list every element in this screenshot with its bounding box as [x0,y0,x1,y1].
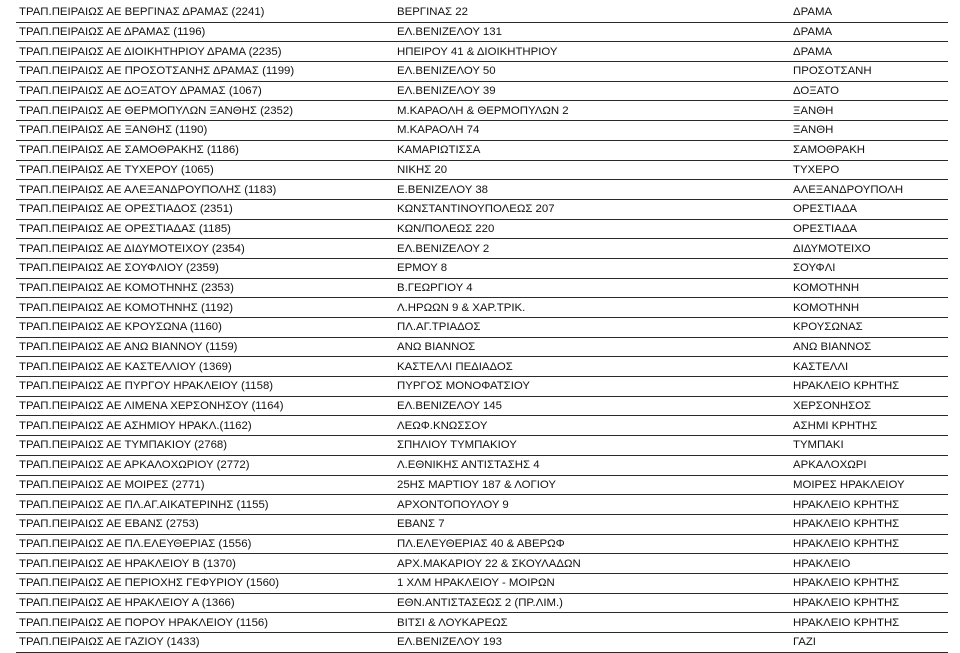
branch-table [16,3,948,653]
address-cell: ΠΥΡΓΟΣ ΜΟΝΟΦΑΤΣΙΟΥ [394,377,790,397]
city-cell: ΑΡΚΑΛΟΧΩΡΙ [790,455,948,475]
city-cell: ΗΡΑΚΛΕΙΟ ΚΡΗΤΗΣ [790,573,948,593]
address-cell: 25ΗΣ ΜΑΡΤΙΟΥ 187 & ΛΟΓΙΟΥ [394,475,790,495]
city-cell: ΞΑΝΘΗ [790,121,948,141]
table-row [16,219,948,239]
address-cell: ΕΡΜΟΥ 8 [394,258,790,278]
address-cell: ΚΑΣΤΕΛΛΙ ΠΕΔΙΑΔΟΣ [394,357,790,377]
table-row [16,239,948,259]
table-row [16,140,948,160]
branch-name-cell: ΤΡΑΠ.ΠΕΙΡΑΙΩΣ ΑΕ ΗΡΑΚΛΕΙΟΥ Β (1370) [16,554,394,574]
table-row [16,258,948,278]
city-cell: ΗΡΑΚΛΕΙΟ ΚΡΗΤΗΣ [790,377,948,397]
branch-table-body [16,3,948,652]
branch-name-cell: ΤΡΑΠ.ΠΕΙΡΑΙΩΣ ΑΕ ΤΥΧΕΡΟΥ (1065) [16,160,394,180]
table-row [16,81,948,101]
branch-name-cell: ΤΡΑΠ.ΠΕΙΡΑΙΩΣ ΑΕ ΑΣΗΜΙΟΥ ΗΡΑΚΛ.(1162) [16,416,394,436]
address-cell: ΕΘΝ.ΑΝΤΙΣΤΑΣΕΩΣ 2 (ΠΡ.ΛΙΜ.) [394,593,790,613]
address-cell: ΠΛ.ΑΓ.ΤΡΙΑΔΟΣ [394,318,790,338]
branch-name-cell: ΤΡΑΠ.ΠΕΙΡΑΙΩΣ ΑΕ ΠΛ.ΕΛΕΥΘΕΡΙΑΣ (1556) [16,534,394,554]
branch-name-cell: ΤΡΑΠ.ΠΕΙΡΑΙΩΣ ΑΕ ΤΥΜΠΑΚΙΟΥ (2768) [16,436,394,456]
city-cell: ΚΟΜΟΤΗΝΗ [790,278,948,298]
address-cell: ΛΕΩΦ.ΚΝΩΣΣΟΥ [394,416,790,436]
table-row [16,180,948,200]
table-row [16,357,948,377]
city-cell: ΤΥΧΕΡΟ [790,160,948,180]
address-cell: Ε.ΒΕΝΙΖΕΛΟΥ 38 [394,180,790,200]
branch-name-cell: ΤΡΑΠ.ΠΕΙΡΑΙΩΣ ΑΕ ΠΡΟΣΟΤΣΑΝΗΣ ΔΡΑΜΑΣ (1199) [16,62,394,82]
branch-name-cell: ΤΡΑΠ.ΠΕΙΡΑΙΩΣ ΑΕ ΠΛ.ΑΓ.ΑΙΚΑΤΕΡΙΝΗΣ (1155) [16,495,394,515]
address-cell: ΒΕΡΓΙΝΑΣ 22 [394,3,790,22]
table-row [16,3,948,22]
branch-name-cell: ΤΡΑΠ.ΠΕΙΡΑΙΩΣ ΑΕ ΓΑΖΙΟΥ (1433) [16,633,394,653]
table-row [16,199,948,219]
branch-name-cell: ΤΡΑΠ.ΠΕΙΡΑΙΩΣ ΑΕ ΣΑΜΟΘΡΑΚΗΣ (1186) [16,140,394,160]
address-cell: ΒΙΤΣΙ & ΛΟΥΚΑΡΕΩΣ [394,613,790,633]
address-cell: 1 ΧΛΜ ΗΡΑΚΛΕΙΟΥ - ΜΟΙΡΩΝ [394,573,790,593]
table-row [16,160,948,180]
address-cell: ΕΛ.ΒΕΝΙΖΕΛΟΥ 39 [394,81,790,101]
branch-name-cell: ΤΡΑΠ.ΠΕΙΡΑΙΩΣ ΑΕ ΚΑΣΤΕΛΛΙΟΥ (1369) [16,357,394,377]
address-cell: ΕΛ.ΒΕΝΙΖΕΛΟΥ 131 [394,22,790,42]
address-cell: ΚΑΜΑΡΙΩΤΙΣΣΑ [394,140,790,160]
address-cell: Β.ΓΕΩΡΓΙΟΥ 4 [394,278,790,298]
table-row [16,514,948,534]
city-cell: ΗΡΑΚΛΕΙΟ ΚΡΗΤΗΣ [790,593,948,613]
table-row [16,318,948,338]
table-row [16,573,948,593]
address-cell: ΑΝΩ ΒΙΑΝΝΟΣ [394,337,790,357]
table-row [16,613,948,633]
address-cell: ΑΡΧΟΝΤΟΠΟΥΛΟΥ 9 [394,495,790,515]
address-cell: ΕΛ.ΒΕΝΙΖΕΛΟΥ 2 [394,239,790,259]
address-cell: Μ.ΚΑΡΑΟΛΗ 74 [394,121,790,141]
branch-name-cell: ΤΡΑΠ.ΠΕΙΡΑΙΩΣ ΑΕ ΟΡΕΣΤΙΑΔΑΣ (1185) [16,219,394,239]
table-row [16,633,948,653]
city-cell: ΣΑΜΟΘΡΑΚΗ [790,140,948,160]
city-cell: ΑΛΕΞΑΝΔΡΟΥΠΟΛΗ [790,180,948,200]
city-cell: ΣΟΥΦΛΙ [790,258,948,278]
table-row [16,554,948,574]
table-row [16,455,948,475]
branch-name-cell: ΤΡΑΠ.ΠΕΙΡΑΙΩΣ ΑΕ ΛΙΜΕΝΑ ΧΕΡΣΟΝΗΣΟΥ (1164) [16,396,394,416]
table-row [16,396,948,416]
branch-name-cell: ΤΡΑΠ.ΠΕΙΡΑΙΩΣ ΑΕ ΟΡΕΣΤΙΑΔΟΣ (2351) [16,199,394,219]
branch-name-cell: ΤΡΑΠ.ΠΕΙΡΑΙΩΣ ΑΕ ΠΕΡΙΟΧΗΣ ΓΕΦΥΡΙΟΥ (1560) [16,573,394,593]
branch-name-cell: ΤΡΑΠ.ΠΕΙΡΑΙΩΣ ΑΕ ΠΟΡΟΥ ΗΡΑΚΛΕΙΟΥ (1156) [16,613,394,633]
city-cell: ΗΡΑΚΛΕΙΟ [790,554,948,574]
city-cell: ΠΡΟΣΟΤΣΑΝΗ [790,62,948,82]
table-row [16,337,948,357]
branch-name-cell: ΤΡΑΠ.ΠΕΙΡΑΙΩΣ ΑΕ ΞΑΝΘΗΣ (1190) [16,121,394,141]
table-row [16,22,948,42]
address-cell: ΗΠΕΙΡΟΥ 41 & ΔΙΟΙΚΗΤΗΡΙΟΥ [394,42,790,62]
address-cell: Λ.ΕΘΝΙΚΗΣ ΑΝΤΙΣΤΑΣΗΣ 4 [394,455,790,475]
branch-name-cell: ΤΡΑΠ.ΠΕΙΡΑΙΩΣ ΑΕ ΔΙΟΙΚΗΤΗΡΙΟΥ ΔΡΑΜΑ (2235) [16,42,394,62]
city-cell: ΑΝΩ ΒΙΑΝΝΟΣ [790,337,948,357]
city-cell: ΧΕΡΣΟΝΗΣΟΣ [790,396,948,416]
branch-name-cell: ΤΡΑΠ.ΠΕΙΡΑΙΩΣ ΑΕ ΔΟΞΑΤΟΥ ΔΡΑΜΑΣ (1067) [16,81,394,101]
branch-name-cell: ΤΡΑΠ.ΠΕΙΡΑΙΩΣ ΑΕ ΑΛΕΞΑΝΔΡΟΥΠΟΛΗΣ (1183) [16,180,394,200]
address-cell: ΑΡΧ.ΜΑΚΑΡΙΟΥ 22 & ΣΚΟΥΛΑΔΩΝ [394,554,790,574]
city-cell: ΓΑΖΙ [790,633,948,653]
table-row [16,377,948,397]
city-cell: ΚΡΟΥΣΩΝΑΣ [790,318,948,338]
branch-name-cell: ΤΡΑΠ.ΠΕΙΡΑΙΩΣ ΑΕ ΑΝΩ ΒΙΑΝΝΟΥ (1159) [16,337,394,357]
address-cell: Λ.ΗΡΩΩΝ 9 & ΧΑΡ.ΤΡΙΚ. [394,298,790,318]
address-cell: ΠΛ.ΕΛΕΥΘΕΡΙΑΣ 40 & ΑΒΕΡΩΦ [394,534,790,554]
city-cell: ΑΣΗΜΙ ΚΡΗΤΗΣ [790,416,948,436]
branch-name-cell: ΤΡΑΠ.ΠΕΙΡΑΙΩΣ ΑΕ ΚΟΜΟΤΗΝΗΣ (2353) [16,278,394,298]
branch-name-cell: ΤΡΑΠ.ΠΕΙΡΑΙΩΣ ΑΕ ΔΡΑΜΑΣ (1196) [16,22,394,42]
address-cell: ΚΩΝΣΤΑΝΤΙΝΟΥΠΟΛΕΩΣ 207 [394,199,790,219]
branch-name-cell: ΤΡΑΠ.ΠΕΙΡΑΙΩΣ ΑΕ ΒΕΡΓΙΝΑΣ ΔΡΑΜΑΣ (2241) [16,3,394,22]
table-row [16,416,948,436]
city-cell: ΔΙΔΥΜΟΤΕΙΧΟ [790,239,948,259]
table-row [16,495,948,515]
city-cell: ΜΟΙΡΕΣ ΗΡΑΚΛΕΙΟΥ [790,475,948,495]
branch-name-cell: ΤΡΑΠ.ΠΕΙΡΑΙΩΣ ΑΕ ΚΟΜΟΤΗΝΗΣ (1192) [16,298,394,318]
city-cell: ΚΑΣΤΕΛΛΙ [790,357,948,377]
branch-name-cell: ΤΡΑΠ.ΠΕΙΡΑΙΩΣ ΑΕ ΚΡΟΥΣΩΝΑ (1160) [16,318,394,338]
table-row [16,62,948,82]
city-cell: ΞΑΝΘΗ [790,101,948,121]
table-row [16,298,948,318]
address-cell: ΕΒΑΝΣ 7 [394,514,790,534]
table-row [16,593,948,613]
address-cell: ΝΙΚΗΣ 20 [394,160,790,180]
branch-name-cell: ΤΡΑΠ.ΠΕΙΡΑΙΩΣ ΑΕ ΘΕΡΜΟΠΥΛΩΝ ΞΑΝΘΗΣ (2352) [16,101,394,121]
table-row [16,121,948,141]
city-cell: ΔΡΑΜΑ [790,3,948,22]
table-row [16,436,948,456]
branch-name-cell: ΤΡΑΠ.ΠΕΙΡΑΙΩΣ ΑΕ ΗΡΑΚΛΕΙΟΥ Α (1366) [16,593,394,613]
branch-name-cell: ΤΡΑΠ.ΠΕΙΡΑΙΩΣ ΑΕ ΠΥΡΓΟΥ ΗΡΑΚΛΕΙΟΥ (1158) [16,377,394,397]
table-row [16,475,948,495]
city-cell: ΔΟΞΑΤΟ [790,81,948,101]
city-cell: ΗΡΑΚΛΕΙΟ ΚΡΗΤΗΣ [790,514,948,534]
city-cell: ΔΡΑΜΑ [790,42,948,62]
city-cell: ΗΡΑΚΛΕΙΟ ΚΡΗΤΗΣ [790,495,948,515]
branch-name-cell: ΤΡΑΠ.ΠΕΙΡΑΙΩΣ ΑΕ ΔΙΔΥΜΟΤΕΙΧΟΥ (2354) [16,239,394,259]
city-cell: ΗΡΑΚΛΕΙΟ ΚΡΗΤΗΣ [790,613,948,633]
branch-name-cell: ΤΡΑΠ.ΠΕΙΡΑΙΩΣ ΑΕ ΜΟΙΡΕΣ (2771) [16,475,394,495]
city-cell: ΟΡΕΣΤΙΑΔΑ [790,219,948,239]
table-row [16,42,948,62]
table-row [16,278,948,298]
city-cell: ΤΥΜΠΑΚΙ [790,436,948,456]
address-cell: ΣΠΗΛΙΟΥ ΤΥΜΠΑΚΙΟΥ [394,436,790,456]
address-cell: ΕΛ.ΒΕΝΙΖΕΛΟΥ 145 [394,396,790,416]
city-cell: ΔΡΑΜΑ [790,22,948,42]
address-cell: ΚΩΝ/ΠΟΛΕΩΣ 220 [394,219,790,239]
city-cell: ΚΟΜΟΤΗΝΗ [790,298,948,318]
table-row [16,534,948,554]
address-cell: Μ.ΚΑΡΑΟΛΗ & ΘΕΡΜΟΠΥΛΩΝ 2 [394,101,790,121]
city-cell: ΗΡΑΚΛΕΙΟ ΚΡΗΤΗΣ [790,534,948,554]
address-cell: ΕΛ.ΒΕΝΙΖΕΛΟΥ 50 [394,62,790,82]
branch-name-cell: ΤΡΑΠ.ΠΕΙΡΑΙΩΣ ΑΕ ΕΒΑΝΣ (2753) [16,514,394,534]
address-cell: ΕΛ.ΒΕΝΙΖΕΛΟΥ 193 [394,633,790,653]
branch-name-cell: ΤΡΑΠ.ΠΕΙΡΑΙΩΣ ΑΕ ΑΡΚΑΛΟΧΩΡΙΟΥ (2772) [16,455,394,475]
table-row [16,101,948,121]
city-cell: ΟΡΕΣΤΙΑΔΑ [790,199,948,219]
branch-name-cell: ΤΡΑΠ.ΠΕΙΡΑΙΩΣ ΑΕ ΣΟΥΦΛΙΟΥ (2359) [16,258,394,278]
